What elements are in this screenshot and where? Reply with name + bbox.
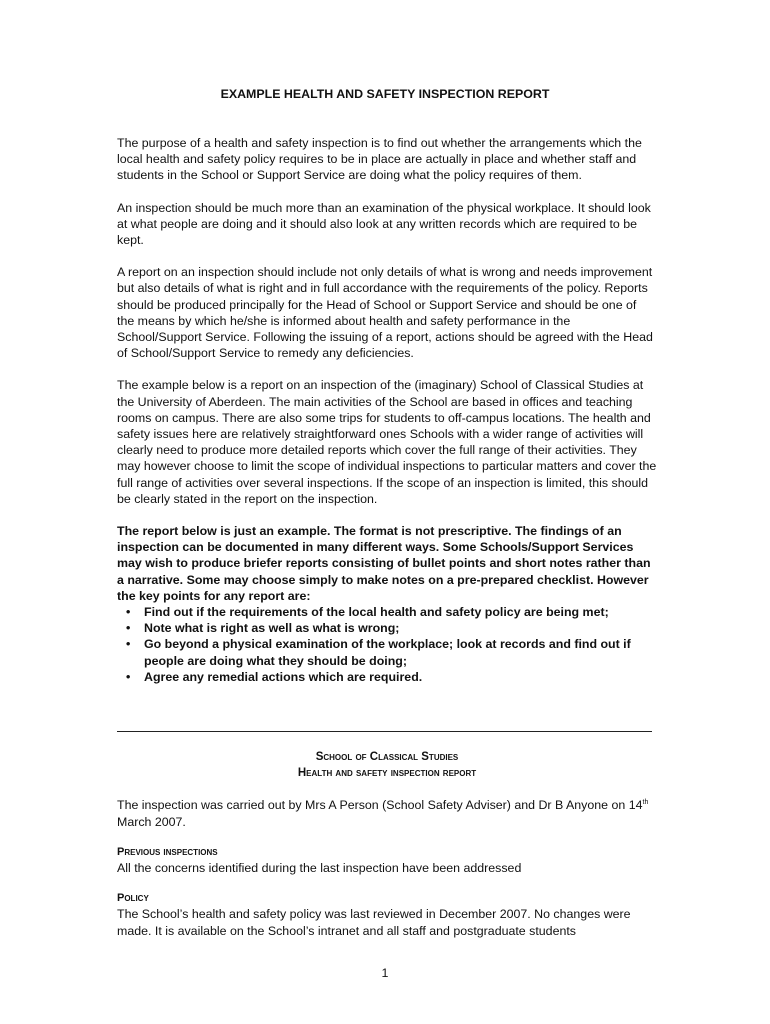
previous-inspections-heading: Previous inspections [117,845,218,858]
inspection-text: The inspection was carried out by Mrs A Person (School Safety Adviser) and Dr B Anyone on 14 [117,798,643,813]
inspection-text-end: March 2007. [117,814,186,829]
document-title: EXAMPLE HEALTH AND SAFETY INSPECTION REPORT [220,87,550,101]
key-point-item: • Agree any remedial actions which are required. [117,669,657,685]
intro-paragraph-1: The purpose of a health and safety inspection is to find out whether the arrangements which the local health and safety policy requires to be in place are actually in place and whether staff and students in the School or Support Service are doing what the policy requires of them. [117,136,642,183]
policy-heading: Policy [117,892,149,905]
inspection-date-suffix: th [642,799,649,807]
school-heading: School of Classical Studies [315,751,459,763]
intro-paragraph-3: A report on an inspection should include not only details of what is wrong and needs improvement but also details of what is right and in full accordance with the requirements of the policy. Reports should be produced principally for the Head of School or Support Service and should be one of the means by which he/she is informed about health and safety performance in the School/Support Service. Following the issuing of a report, actions should be agreed with the Head of School/Support Service to remedy any deficiencies. [117,265,653,361]
section-divider [117,731,652,732]
page-number: 1 [381,966,389,980]
previous-inspections-body: All the concerns identified during the last inspection have been addressed [117,861,522,876]
key-point-item: • Go beyond a physical examination of the workplace; look at records and find out if people are doing what they should be doing; [117,636,657,668]
bold-note: The report below is just an example. The format is not prescriptive. The findings of an inspection can be documented in many different ways. Some Schools/Support Services may wish to produce briefer reports consisting of bullet points and short notes rather than a narrative. Some may choose simply to make notes on a pre-prepared checklist. However the key points for any report are: [117,524,651,603]
intro-section [117,135,657,685]
report-heading: Health and safety inspection report [297,767,477,780]
report-section [117,749,657,939]
key-point-item: • Note what is right as well as what is wrong; [117,620,657,636]
inspection-paragraph [117,797,657,829]
key-points-list [117,604,657,685]
policy-body: The School’s health and safety policy was last reviewed in December 2007. No changes were made. It is available on the School’s intranet and all staff and postgraduate students [117,907,631,938]
intro-paragraph-2: An inspection should be much more than an examination of the physical workplace. It should look at what people are doing and it should also look at any written records which are required to be kept. [117,200,651,248]
intro-paragraph-4: The example below is a report on an inspection of the (imaginary) School of Classical Studies at the University of Aberdeen. The main activities of the School are based in offices and teaching rooms on campus. There are also some trips for students to off-campus locations. The health and safety issues here are relatively straightforward ones Schools with a wider range of activities will clearly need to produce more detailed reports which cover the full range of their activities. They may however choose to limit the scope of individual inspections to particular matters and cover the full range of activities over several inspections. If the scope of an inspection is limited, this should be clearly stated in the report on the inspection. [117,378,657,506]
key-point-item: • Find out if the requirements of the local health and safety policy are being met; [117,604,657,620]
